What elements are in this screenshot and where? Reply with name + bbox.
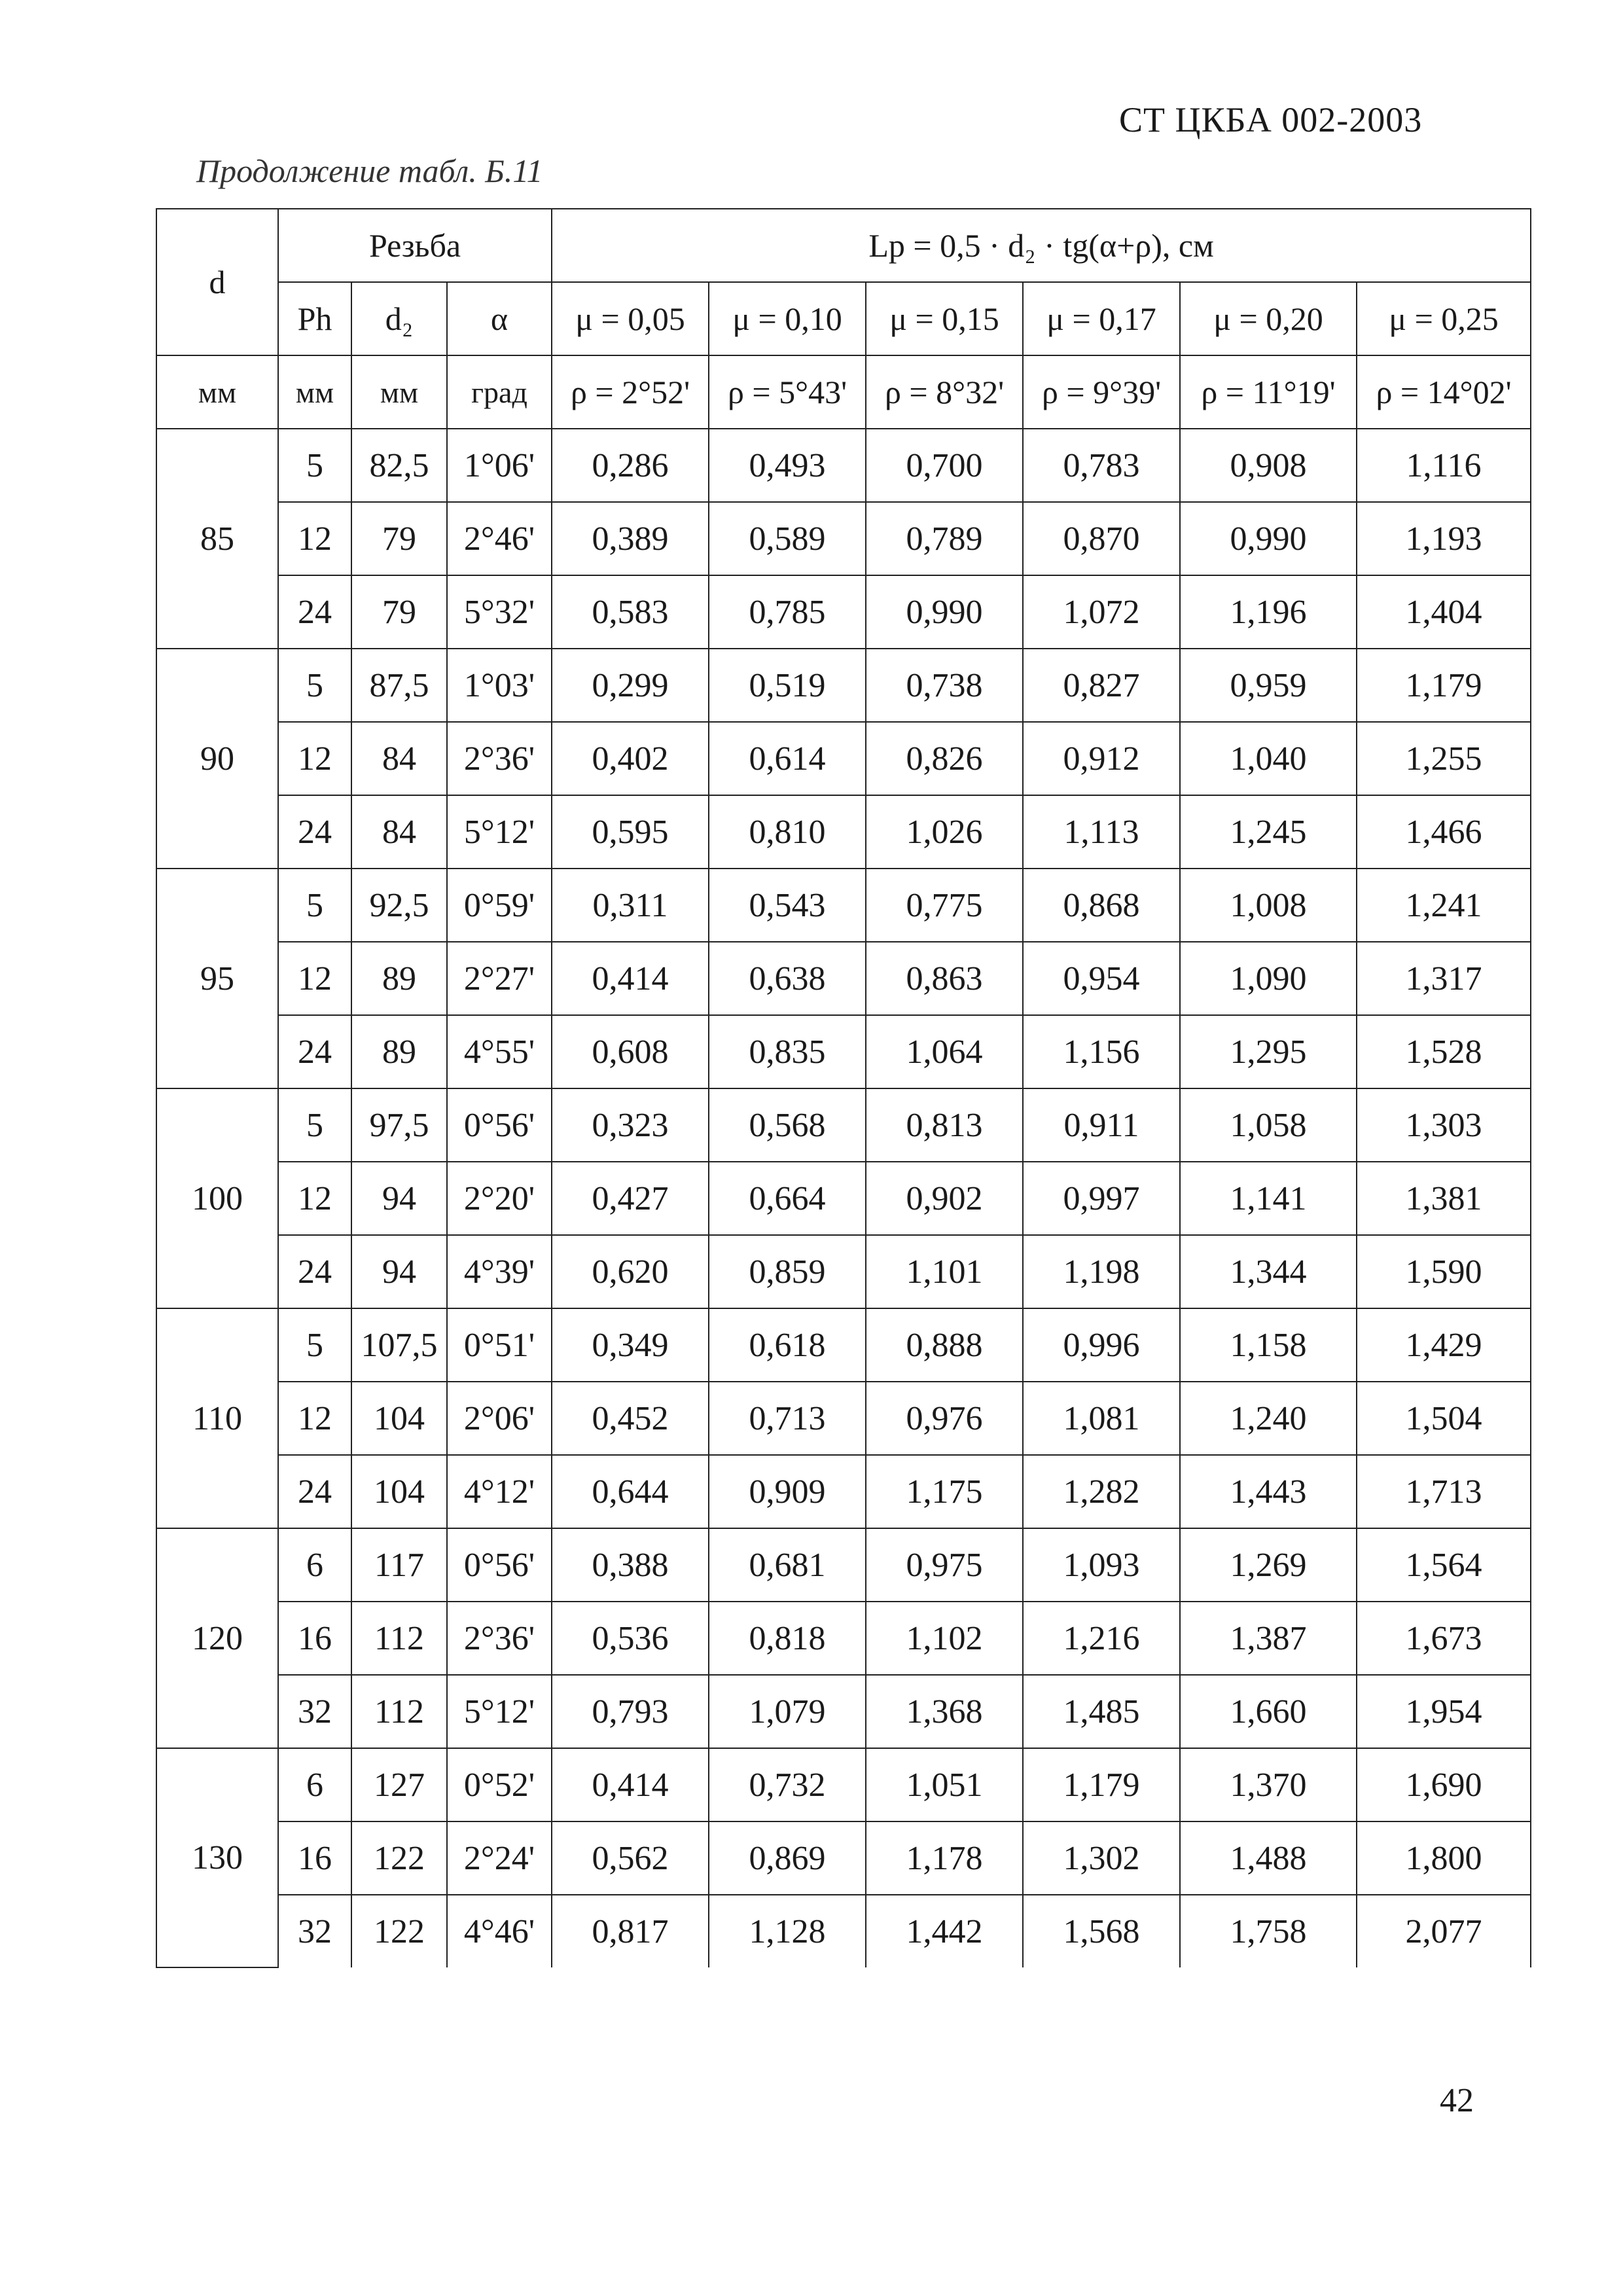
lever-value-cell: 0,681	[709, 1528, 866, 1602]
lever-value-cell: 0,813	[866, 1088, 1023, 1162]
lever-value-cell: 0,562	[552, 1821, 709, 1895]
lever-value-cell: 0,638	[709, 942, 866, 1015]
d2-cell: 94	[351, 1162, 447, 1235]
lever-value-cell: 1,429	[1357, 1308, 1531, 1382]
header-mu: μ = 0,17	[1023, 282, 1180, 355]
lever-value-cell: 0,976	[866, 1382, 1023, 1455]
table-row	[156, 1455, 1531, 1528]
header-alpha: α	[447, 282, 552, 355]
unit-cell: мм	[278, 355, 351, 429]
lever-value-cell: 0,299	[552, 649, 709, 722]
lever-value-cell: 0,583	[552, 575, 709, 649]
lever-value-cell: 1,302	[1023, 1821, 1180, 1895]
lever-value-cell: 0,618	[709, 1308, 866, 1382]
alpha-cell: 4°39'	[447, 1235, 552, 1308]
diameter-cell: 120	[156, 1528, 278, 1748]
ph-cell: 24	[278, 1015, 351, 1088]
lever-value-cell: 0,902	[866, 1162, 1023, 1235]
lever-value-cell: 0,414	[552, 1748, 709, 1821]
lever-value-cell: 1,528	[1357, 1015, 1531, 1088]
lever-value-cell: 1,040	[1180, 722, 1357, 795]
lever-value-cell: 0,827	[1023, 649, 1180, 722]
alpha-cell: 4°12'	[447, 1455, 552, 1528]
lever-value-cell: 1,255	[1357, 722, 1531, 795]
d2-cell: 89	[351, 1015, 447, 1088]
alpha-cell: 5°32'	[447, 575, 552, 649]
ph-cell: 5	[278, 869, 351, 942]
lever-value-cell: 0,863	[866, 942, 1023, 1015]
lever-value-cell: 1,443	[1180, 1455, 1357, 1528]
lever-value-cell: 0,835	[709, 1015, 866, 1088]
table-row	[156, 1748, 1531, 1821]
d2-cell: 117	[351, 1528, 447, 1602]
table-row	[156, 1675, 1531, 1748]
lever-value-cell: 0,595	[552, 795, 709, 869]
diameter-cell: 110	[156, 1308, 278, 1528]
lever-value-cell: 0,732	[709, 1748, 866, 1821]
ph-cell: 6	[278, 1748, 351, 1821]
header-formula: Lр = 0,5 · d₂ · tg(α+ρ), см	[552, 209, 1531, 282]
lever-value-cell: 1,093	[1023, 1528, 1180, 1602]
d2-cell: 122	[351, 1821, 447, 1895]
d2-cell: 127	[351, 1748, 447, 1821]
ph-cell: 12	[278, 942, 351, 1015]
d2-cell: 104	[351, 1455, 447, 1528]
lever-value-cell: 0,620	[552, 1235, 709, 1308]
lever-value-cell: 0,975	[866, 1528, 1023, 1602]
alpha-cell: 0°56'	[447, 1088, 552, 1162]
lever-value-cell: 1,368	[866, 1675, 1023, 1748]
d2-cell: 97,5	[351, 1088, 447, 1162]
lever-value-cell: 1,381	[1357, 1162, 1531, 1235]
lever-value-cell: 1,303	[1357, 1088, 1531, 1162]
lever-value-cell: 1,196	[1180, 575, 1357, 649]
lever-value-cell: 0,868	[1023, 869, 1180, 942]
d2-cell: 89	[351, 942, 447, 1015]
table-body	[156, 429, 1531, 1967]
diameter-cell: 100	[156, 1088, 278, 1308]
lever-value-cell: 1,198	[1023, 1235, 1180, 1308]
lever-value-cell: 1,158	[1180, 1308, 1357, 1382]
lever-value-cell: 1,317	[1357, 942, 1531, 1015]
lever-value-cell: 0,568	[709, 1088, 866, 1162]
lever-value-cell: 1,713	[1357, 1455, 1531, 1528]
lever-value-cell: 1,175	[866, 1455, 1023, 1528]
alpha-cell: 0°59'	[447, 869, 552, 942]
document-code: СТ ЦКБА 002-2003	[1119, 100, 1423, 139]
d2-cell: 82,5	[351, 429, 447, 502]
lever-value-cell: 1,240	[1180, 1382, 1357, 1455]
lever-value-cell: 0,713	[709, 1382, 866, 1455]
header-thread: Резьба	[278, 209, 552, 282]
ph-cell: 24	[278, 575, 351, 649]
header-rho: ρ = 8°32'	[866, 355, 1023, 429]
ph-cell: 32	[278, 1895, 351, 1967]
ph-cell: 24	[278, 1455, 351, 1528]
lever-value-cell: 1,758	[1180, 1895, 1357, 1967]
lever-value-cell: 0,536	[552, 1602, 709, 1675]
ph-cell: 12	[278, 1382, 351, 1455]
table-row	[156, 1162, 1531, 1235]
d2-cell: 84	[351, 795, 447, 869]
table-row	[156, 1015, 1531, 1088]
table-row	[156, 1528, 1531, 1602]
ph-cell: 12	[278, 722, 351, 795]
lever-value-cell: 1,156	[1023, 1015, 1180, 1088]
lever-value-cell: 1,179	[1023, 1748, 1180, 1821]
page-number: 42	[1440, 2082, 1474, 2119]
unit-cell: град	[447, 355, 552, 429]
alpha-cell: 2°20'	[447, 1162, 552, 1235]
lever-value-cell: 1,079	[709, 1675, 866, 1748]
ph-cell: 12	[278, 502, 351, 575]
lever-value-cell: 0,286	[552, 429, 709, 502]
lever-value-cell: 1,485	[1023, 1675, 1180, 1748]
table-row	[156, 869, 1531, 942]
table-row	[156, 1235, 1531, 1308]
lever-value-cell: 1,404	[1357, 575, 1531, 649]
lever-value-cell: 0,311	[552, 869, 709, 942]
lever-value-cell: 1,245	[1180, 795, 1357, 869]
header-rho: ρ = 2°52'	[552, 355, 709, 429]
lever-value-cell: 1,954	[1357, 1675, 1531, 1748]
table-row	[156, 1308, 1531, 1382]
d2-cell: 87,5	[351, 649, 447, 722]
lever-value-cell: 1,072	[1023, 575, 1180, 649]
lever-value-cell: 1,064	[866, 1015, 1023, 1088]
lever-value-cell: 1,101	[866, 1235, 1023, 1308]
table-row	[156, 1088, 1531, 1162]
table-row	[156, 795, 1531, 869]
lever-value-cell: 0,402	[552, 722, 709, 795]
lever-value-cell: 0,589	[709, 502, 866, 575]
table-row	[156, 649, 1531, 722]
alpha-cell: 5°12'	[447, 795, 552, 869]
d2-cell: 112	[351, 1602, 447, 1675]
header-rho: ρ = 11°19'	[1180, 355, 1357, 429]
diameter-cell: 85	[156, 429, 278, 649]
alpha-cell: 2°36'	[447, 1602, 552, 1675]
lever-value-cell: 0,909	[709, 1455, 866, 1528]
lever-value-cell: 1,673	[1357, 1602, 1531, 1675]
alpha-cell: 1°06'	[447, 429, 552, 502]
ph-cell: 16	[278, 1602, 351, 1675]
lever-value-cell: 0,614	[709, 722, 866, 795]
alpha-cell: 4°55'	[447, 1015, 552, 1088]
header-mu: μ = 0,10	[709, 282, 866, 355]
table-row	[156, 942, 1531, 1015]
lever-value-cell: 1,113	[1023, 795, 1180, 869]
alpha-cell: 0°51'	[447, 1308, 552, 1382]
d2-cell: 112	[351, 1675, 447, 1748]
lever-value-cell: 0,738	[866, 649, 1023, 722]
ph-cell: 6	[278, 1528, 351, 1602]
alpha-cell: 0°56'	[447, 1528, 552, 1602]
lever-value-cell: 1,116	[1357, 429, 1531, 502]
lever-value-cell: 0,826	[866, 722, 1023, 795]
lever-value-cell: 0,519	[709, 649, 866, 722]
lever-value-cell: 1,102	[866, 1602, 1023, 1675]
lever-value-cell: 0,912	[1023, 722, 1180, 795]
header-mu: μ = 0,15	[866, 282, 1023, 355]
alpha-cell: 0°52'	[447, 1748, 552, 1821]
lever-value-cell: 1,178	[866, 1821, 1023, 1895]
diameter-cell: 90	[156, 649, 278, 869]
alpha-cell: 1°03'	[447, 649, 552, 722]
lever-value-cell: 1,090	[1180, 942, 1357, 1015]
unit-cell: мм	[351, 355, 447, 429]
header-mu: μ = 0,05	[552, 282, 709, 355]
lever-value-cell: 0,990	[1180, 502, 1357, 575]
header-d: d	[156, 209, 278, 355]
lever-value-cell: 0,664	[709, 1162, 866, 1235]
d2-cell: 104	[351, 1382, 447, 1455]
lever-value-cell: 0,859	[709, 1235, 866, 1308]
lever-value-cell: 1,216	[1023, 1602, 1180, 1675]
lever-value-cell: 1,241	[1357, 869, 1531, 942]
header-rho: ρ = 9°39'	[1023, 355, 1180, 429]
alpha-cell: 4°46'	[447, 1895, 552, 1967]
lever-value-cell: 1,295	[1180, 1015, 1357, 1088]
ph-cell: 24	[278, 795, 351, 869]
diameter-cell: 130	[156, 1748, 278, 1967]
lever-value-cell: 1,387	[1180, 1602, 1357, 1675]
ph-cell: 24	[278, 1235, 351, 1308]
lever-value-cell: 1,081	[1023, 1382, 1180, 1455]
lever-value-cell: 1,058	[1180, 1088, 1357, 1162]
lever-value-cell: 0,414	[552, 942, 709, 1015]
alpha-cell: 5°12'	[447, 1675, 552, 1748]
lever-value-cell: 1,193	[1357, 502, 1531, 575]
lever-value-cell: 0,810	[709, 795, 866, 869]
lever-value-cell: 1,800	[1357, 1821, 1531, 1895]
lever-value-cell: 0,543	[709, 869, 866, 942]
lever-value-cell: 1,128	[709, 1895, 866, 1967]
lever-value-cell: 0,789	[866, 502, 1023, 575]
lever-value-cell: 1,179	[1357, 649, 1531, 722]
d2-cell: 122	[351, 1895, 447, 1967]
table-row	[156, 575, 1531, 649]
ph-cell: 12	[278, 1162, 351, 1235]
alpha-cell: 2°46'	[447, 502, 552, 575]
table-header	[156, 209, 1531, 429]
lever-value-cell: 1,370	[1180, 1748, 1357, 1821]
lever-value-cell: 0,959	[1180, 649, 1357, 722]
ph-cell: 5	[278, 649, 351, 722]
table-row	[156, 502, 1531, 575]
lever-value-cell: 0,818	[709, 1602, 866, 1675]
alpha-cell: 2°36'	[447, 722, 552, 795]
lever-value-cell: 0,608	[552, 1015, 709, 1088]
lever-value-cell: 0,990	[866, 575, 1023, 649]
table-row	[156, 1821, 1531, 1895]
d2-cell: 107,5	[351, 1308, 447, 1382]
ph-cell: 5	[278, 429, 351, 502]
lever-value-cell: 0,911	[1023, 1088, 1180, 1162]
header-rho: ρ = 14°02'	[1357, 355, 1531, 429]
lever-value-cell: 0,870	[1023, 502, 1180, 575]
lever-value-cell: 1,282	[1023, 1455, 1180, 1528]
lever-value-cell: 0,389	[552, 502, 709, 575]
lever-value-cell: 0,323	[552, 1088, 709, 1162]
lever-value-cell: 0,644	[552, 1455, 709, 1528]
header-d2: d₂	[351, 282, 447, 355]
alpha-cell: 2°06'	[447, 1382, 552, 1455]
header-mu: μ = 0,20	[1180, 282, 1357, 355]
header-rho: ρ = 5°43'	[709, 355, 866, 429]
lever-value-cell: 0,785	[709, 575, 866, 649]
table-row	[156, 1895, 1531, 1967]
lever-value-cell: 1,504	[1357, 1382, 1531, 1455]
alpha-cell: 2°24'	[447, 1821, 552, 1895]
d2-cell: 92,5	[351, 869, 447, 942]
lever-value-cell: 0,869	[709, 1821, 866, 1895]
lever-value-cell: 1,660	[1180, 1675, 1357, 1748]
lever-value-cell: 0,775	[866, 869, 1023, 942]
lever-value-cell: 0,954	[1023, 942, 1180, 1015]
lever-value-cell: 0,996	[1023, 1308, 1180, 1382]
d2-cell: 94	[351, 1235, 447, 1308]
lever-value-cell: 1,269	[1180, 1528, 1357, 1602]
lever-value-cell: 0,817	[552, 1895, 709, 1967]
lever-value-cell: 0,888	[866, 1308, 1023, 1382]
lever-value-cell: 1,564	[1357, 1528, 1531, 1602]
ph-cell: 5	[278, 1088, 351, 1162]
lever-value-cell: 0,493	[709, 429, 866, 502]
lever-value-cell: 1,690	[1357, 1748, 1531, 1821]
lever-value-cell: 2,077	[1357, 1895, 1531, 1967]
ph-cell: 5	[278, 1308, 351, 1382]
ph-cell: 32	[278, 1675, 351, 1748]
d2-cell: 84	[351, 722, 447, 795]
ph-cell: 16	[278, 1821, 351, 1895]
lever-value-cell: 1,466	[1357, 795, 1531, 869]
alpha-cell: 2°27'	[447, 942, 552, 1015]
lever-value-cell: 0,452	[552, 1382, 709, 1455]
lever-value-cell: 0,908	[1180, 429, 1357, 502]
lever-value-cell: 1,488	[1180, 1821, 1357, 1895]
table-row	[156, 429, 1531, 502]
lever-value-cell: 1,590	[1357, 1235, 1531, 1308]
header-ph: Ph	[278, 282, 351, 355]
lever-value-cell: 0,793	[552, 1675, 709, 1748]
lever-value-cell: 0,427	[552, 1162, 709, 1235]
lever-value-cell: 0,783	[1023, 429, 1180, 502]
lever-value-cell: 1,051	[866, 1748, 1023, 1821]
lever-value-cell: 1,141	[1180, 1162, 1357, 1235]
unit-cell: мм	[156, 355, 278, 429]
lever-value-cell: 1,568	[1023, 1895, 1180, 1967]
lever-value-cell: 0,997	[1023, 1162, 1180, 1235]
table-row	[156, 1382, 1531, 1455]
table-continuation-caption: Продолжение табл. Б.11	[196, 152, 543, 189]
diameter-cell: 95	[156, 869, 278, 1088]
lever-value-cell: 1,344	[1180, 1235, 1357, 1308]
lever-value-cell: 1,026	[866, 795, 1023, 869]
d2-cell: 79	[351, 575, 447, 649]
lever-value-cell: 0,700	[866, 429, 1023, 502]
lever-value-cell: 1,442	[866, 1895, 1023, 1967]
lever-value-cell: 0,388	[552, 1528, 709, 1602]
header-mu: μ = 0,25	[1357, 282, 1531, 355]
data-table	[156, 208, 1531, 1968]
d2-cell: 79	[351, 502, 447, 575]
table-row	[156, 1602, 1531, 1675]
lever-value-cell: 0,349	[552, 1308, 709, 1382]
lever-value-cell: 1,008	[1180, 869, 1357, 942]
table-row	[156, 722, 1531, 795]
